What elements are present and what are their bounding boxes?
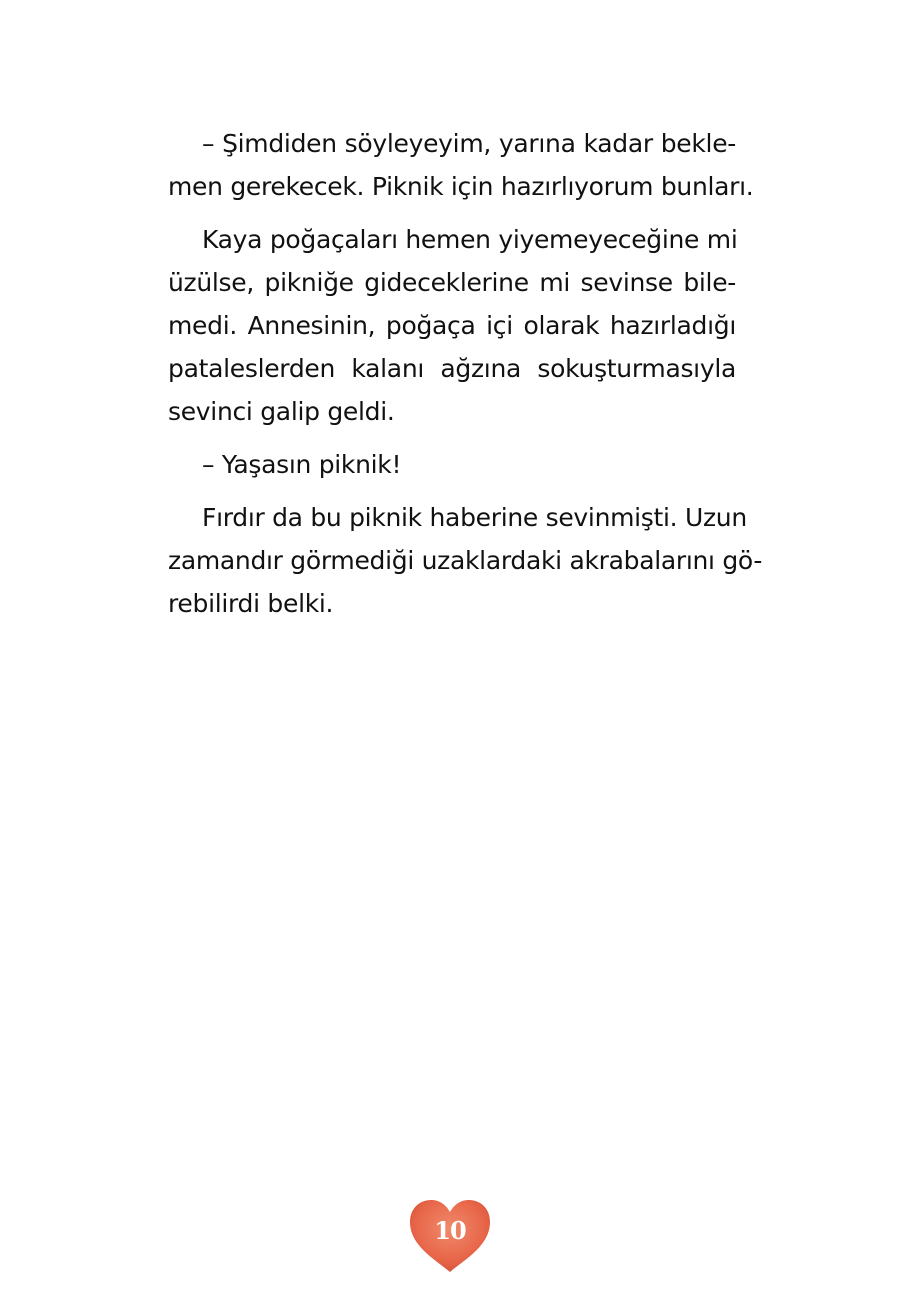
text-line: üzülse, pikniğe gideceklerine mi sevinse bile- — [168, 268, 736, 297]
paragraph-1 — [168, 122, 754, 208]
text-line: medi. Annesinin, poğaça içi olarak hazırladığı — [168, 311, 736, 340]
text-line: – Yaşasın piknik! — [202, 450, 402, 479]
text-line: – Şimdiden söyleyeyim, yarına kadar bekle- — [202, 129, 736, 158]
page-number: 10 — [434, 1216, 466, 1245]
text-line: Kaya poğaçaları hemen yiyemeyeceğine mi — [202, 225, 738, 254]
text-line: pataleslerden kalanı ağzına sokuşturmasıyla — [168, 354, 736, 383]
page-number-badge — [406, 1196, 494, 1276]
text-line: rebilirdi belki. — [168, 589, 334, 618]
paragraph-2 — [168, 218, 736, 433]
text-line: sevinci galip geldi. — [168, 397, 395, 426]
paragraph-3 — [168, 443, 736, 486]
body-text — [168, 122, 763, 625]
text-line: zamandır görmediği uzaklardaki akrabalarını gö- — [168, 546, 763, 575]
text-line: men gerekecek. Piknik için hazırlıyorum bunları. — [168, 172, 754, 201]
text-line: Fırdır da bu piknik haberine sevinmişti. Uzun — [202, 503, 747, 532]
paragraph-4 — [168, 496, 763, 625]
